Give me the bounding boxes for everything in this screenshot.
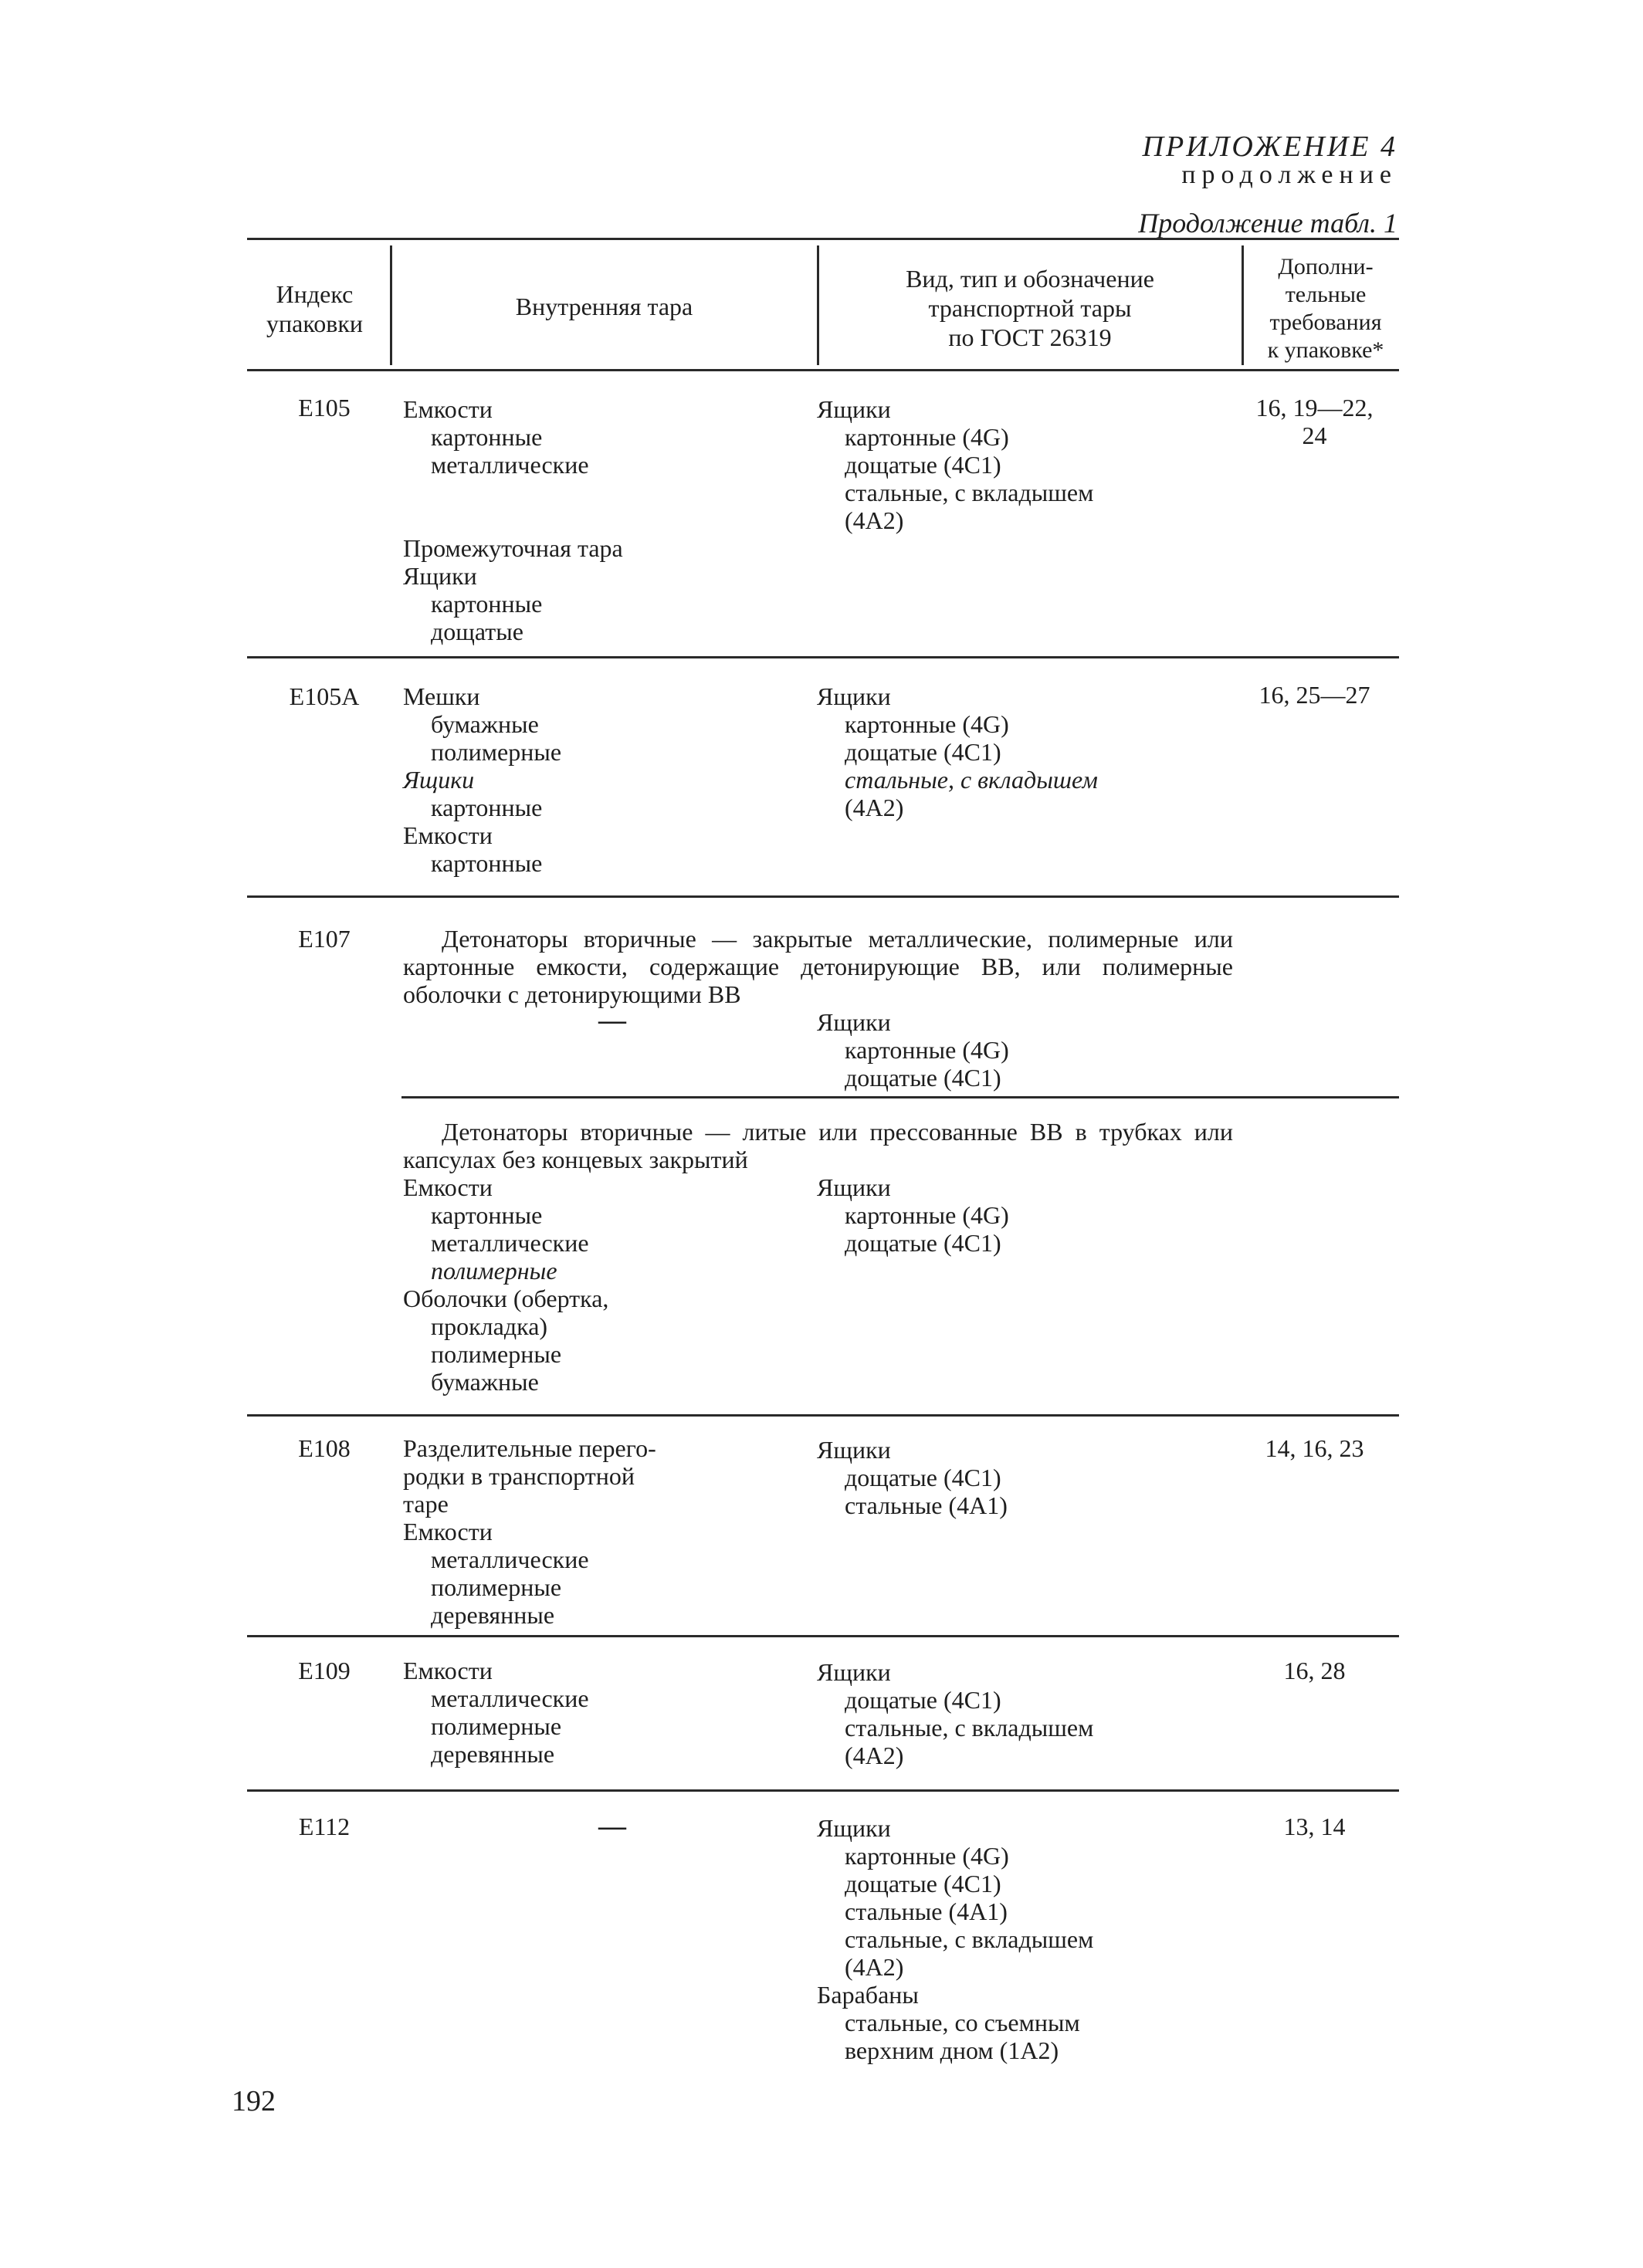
- row-e105-inner: Емкости картонные металлические Промежуточная тара Ящики картонные дощатые: [403, 395, 623, 645]
- row-e112-index: Е112: [298, 1813, 351, 1840]
- row-e105-requirements: 16, 19—22, 24: [1255, 394, 1374, 449]
- row-e105-transport: Ящики картонные (4G) дощатые (4С1) стальные, с вкладышем (4А2): [817, 395, 1094, 534]
- column-header-inner: Внутренняя тара: [515, 293, 693, 320]
- row-e108-transport: Ящики дощатые (4С1) стальные (4А1): [817, 1436, 1008, 1519]
- appendix-title: ПРИЛОЖЕНИЕ 4: [1142, 130, 1397, 163]
- row-e105-index: Е105: [298, 394, 351, 421]
- row-divider: [247, 656, 1399, 658]
- row-e112-transport: Ящики картонные (4G) дощатые (4С1) стальные (4А1) стальные, с вкладышем (4А2) Барабаны стальные, со съемным верхним дном (1А2): [817, 1814, 1094, 2064]
- row-e109-transport: Ящики дощатые (4С1) стальные, с вкладышем (4А2): [817, 1658, 1094, 1769]
- row-divider: [247, 1414, 1399, 1417]
- continuation-label: продолжение: [1181, 161, 1397, 189]
- row-e107-subdivider: [401, 1096, 1399, 1098]
- header-divider-1: [390, 245, 392, 365]
- page-number: 192: [232, 2085, 276, 2117]
- row-e109-inner: Емкости металлические полимерные деревянные: [403, 1657, 589, 1768]
- row-e108-requirements: 14, 16, 23: [1265, 1434, 1364, 1462]
- row-divider: [247, 1635, 1399, 1637]
- row-e107-inner-2: Емкости картонные металлические полимерные Оболочки (обертка, прокладка) полимерные бумажные: [403, 1173, 609, 1396]
- header-divider-2: [817, 245, 819, 365]
- row-e105a-transport: Ящики картонные (4G) дощатые (4С1) стальные, с вкладышем (4А2): [817, 682, 1098, 821]
- row-e109-requirements: 16, 28: [1283, 1657, 1346, 1684]
- row-e105a-inner: Мешки бумажные полимерные Ящики картонные Емкости картонные: [403, 682, 562, 877]
- column-header-index: Индекс упаковки: [266, 280, 364, 337]
- row-divider: [247, 895, 1399, 898]
- row-e107-inner-dash: —: [598, 1004, 626, 1035]
- row-e108-inner: Разделительные перего- родки в транспортной таре Емкости металлические полимерные деревянные: [403, 1434, 656, 1629]
- table-top-rule: [247, 238, 1399, 240]
- row-e105a-index: Е105А: [289, 682, 360, 710]
- row-e112-inner-dash: —: [598, 1810, 626, 1841]
- row-e107-transport-2: Ящики картонные (4G) дощатые (4С1): [817, 1173, 1009, 1257]
- header-divider-3: [1242, 245, 1244, 365]
- table-continuation-label: Продолжение табл. 1: [1138, 208, 1397, 239]
- column-header-transport: Вид, тип и обозначение транспортной тары по ГОСТ 26319: [906, 265, 1154, 351]
- row-divider: [247, 1789, 1399, 1792]
- row-e109-index: Е109: [298, 1657, 351, 1684]
- row-e112-requirements: 13, 14: [1283, 1813, 1346, 1840]
- column-header-requirements: Дополни- тельные требования к упаковке*: [1267, 254, 1384, 363]
- row-e108-index: Е108: [298, 1434, 351, 1462]
- header-bottom-rule: [247, 369, 1399, 371]
- row-e105a-requirements: 16, 25—27: [1259, 681, 1370, 709]
- row-e107-description-1: Детонаторы вторичные — закрытые металлические, полимерные или картонные емкости, содержащие детонирующие ВВ, или полимерные оболочки с детонирующими ВВ: [403, 925, 1233, 1008]
- row-e107-index: Е107: [298, 925, 351, 953]
- row-e107-description-2: Детонаторы вторичные — литые или прессованные ВВ в трубках или капсулах без концевых закрытий: [403, 1118, 1233, 1173]
- row-e107-transport-1: Ящики картонные (4G) дощатые (4С1): [817, 1008, 1009, 1092]
